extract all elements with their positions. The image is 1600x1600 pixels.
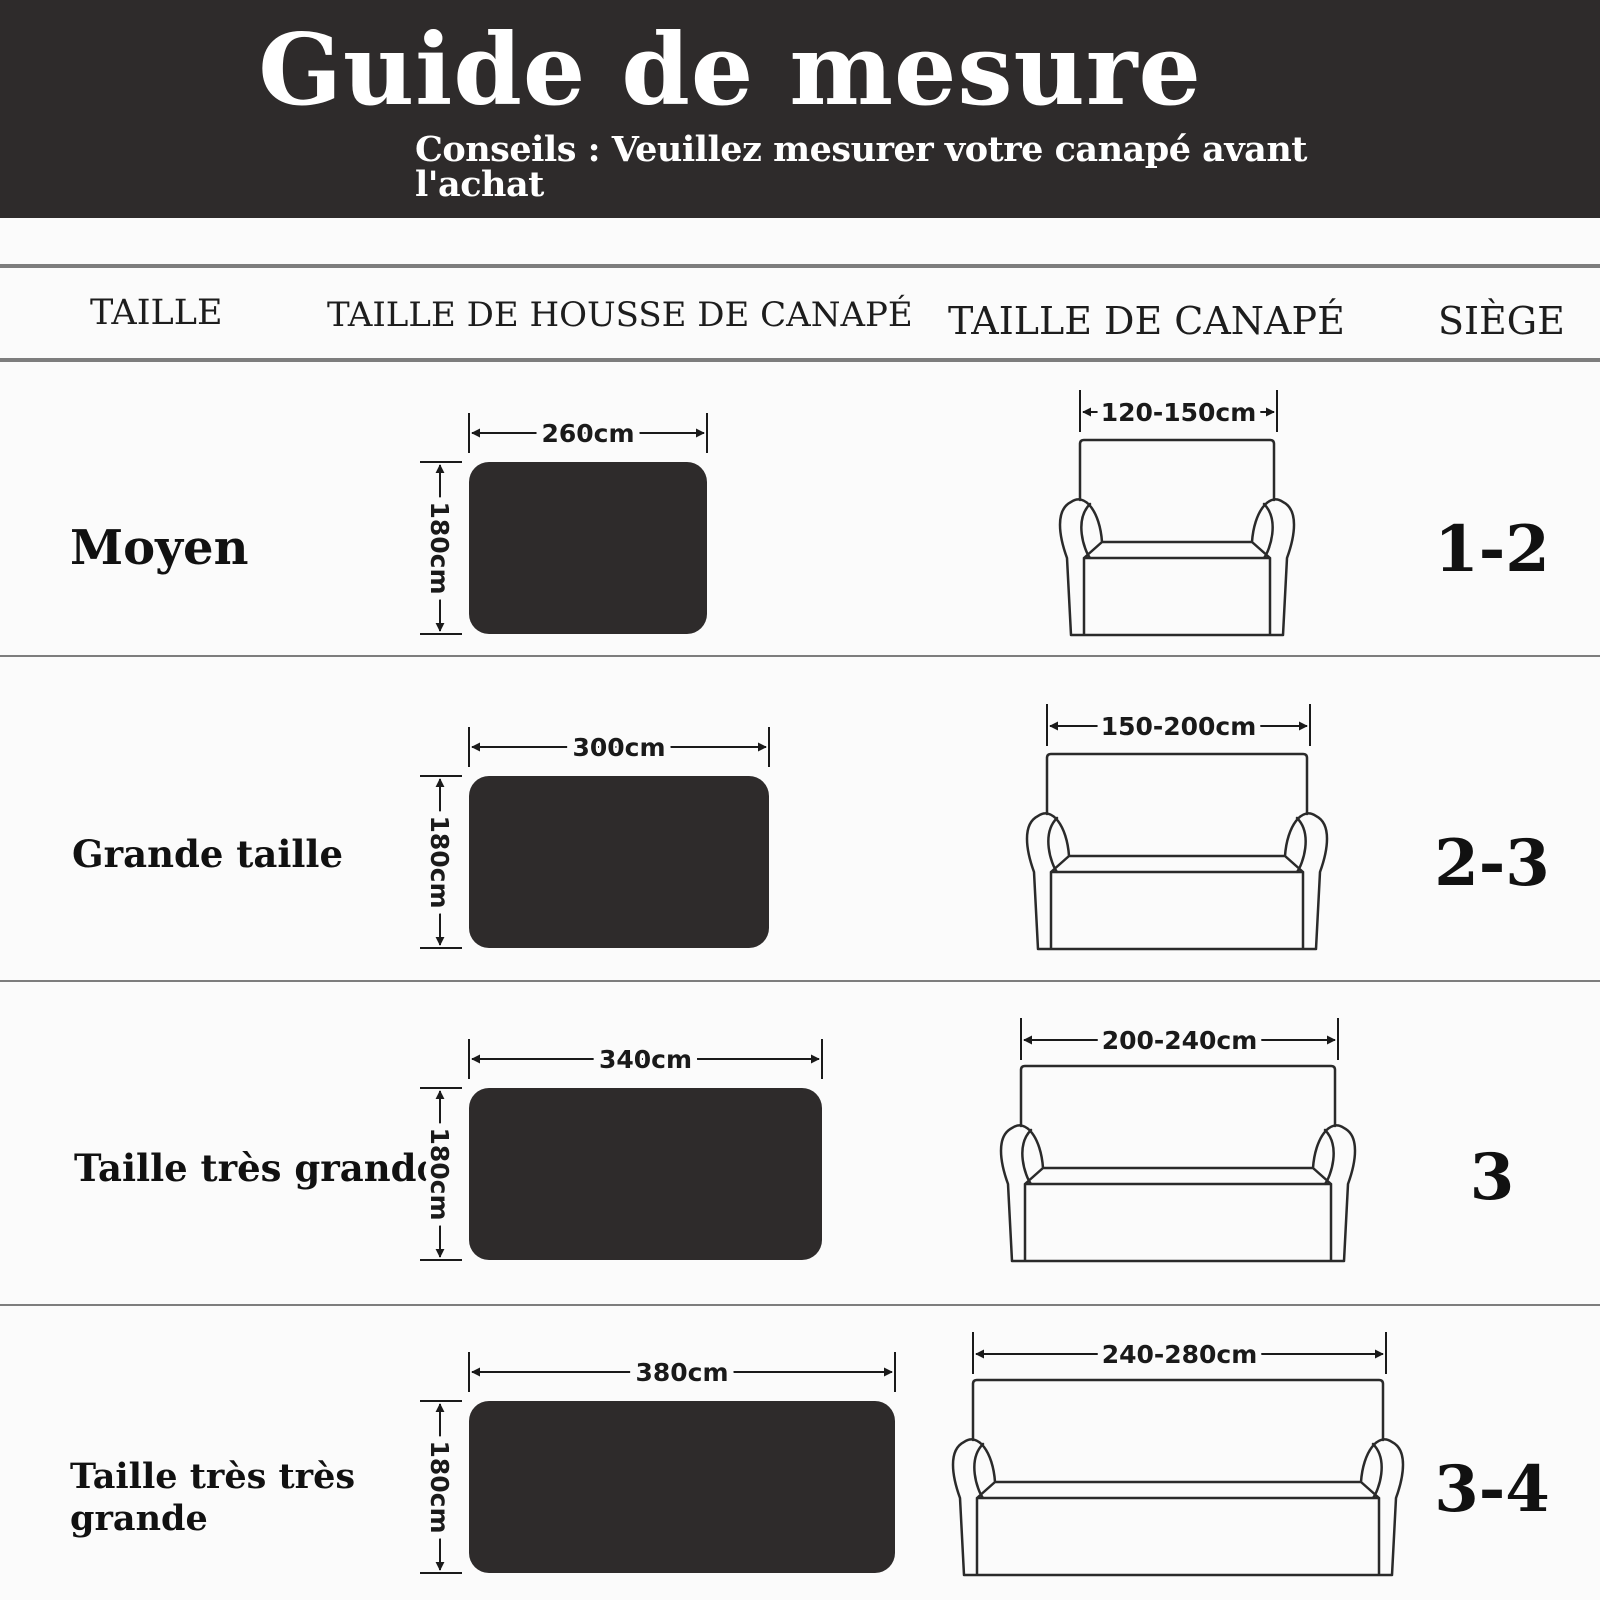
sofa-outline	[1060, 440, 1294, 635]
sofa-outline	[1001, 1066, 1355, 1261]
column-header-cover-size: TAILLE DE HOUSSE DE CANAPÉ	[327, 295, 913, 335]
cover-depth-label: 180cm	[425, 501, 454, 595]
cover-width-label: 340cm	[598, 1045, 693, 1074]
seat-count: 3-4	[1434, 1452, 1550, 1527]
sofa-width-label: 240-280cm	[1101, 1340, 1258, 1369]
cover-width-label: 260cm	[541, 419, 635, 448]
row-label-xxlarge: Taille très très grande	[70, 1456, 356, 1539]
column-header-seat: SIÈGE	[1438, 299, 1565, 343]
row-label-large: Grande taille	[72, 832, 344, 876]
page-title: Guide de mesure	[258, 13, 1202, 128]
cover-depth-label: 180cm	[425, 1127, 454, 1221]
row-label-xlarge: Taille très grande	[74, 1146, 441, 1190]
cover-rectangle	[469, 776, 769, 948]
seat-count: 1-2	[1434, 512, 1550, 587]
sofa-outline	[953, 1380, 1403, 1575]
cover-width-label: 380cm	[635, 1358, 729, 1387]
cover-depth-label: 180cm	[425, 1440, 454, 1534]
column-header-size: TAILLE	[90, 293, 223, 333]
cover-rectangle	[469, 1088, 822, 1260]
cover-depth-label: 180cm	[425, 815, 454, 909]
cover-rectangle	[469, 462, 707, 634]
cover-width-label: 300cm	[572, 733, 666, 762]
seat-count: 2-3	[1434, 826, 1550, 901]
sofa-width-label: 120-150cm	[1100, 398, 1257, 427]
seat-count: 3	[1469, 1140, 1515, 1215]
sofa-outline	[1027, 754, 1327, 949]
cover-rectangle	[469, 1401, 895, 1573]
page-subtitle: Conseils : Veuillez mesurer votre canapé avant l'achat	[415, 129, 1307, 205]
sofa-width-label: 200-240cm	[1101, 1026, 1258, 1055]
column-header-sofa-size: TAILLE DE CANAPÉ	[948, 299, 1345, 343]
row-label-medium: Moyen	[70, 520, 249, 576]
sofa-width-label: 150-200cm	[1100, 712, 1257, 741]
